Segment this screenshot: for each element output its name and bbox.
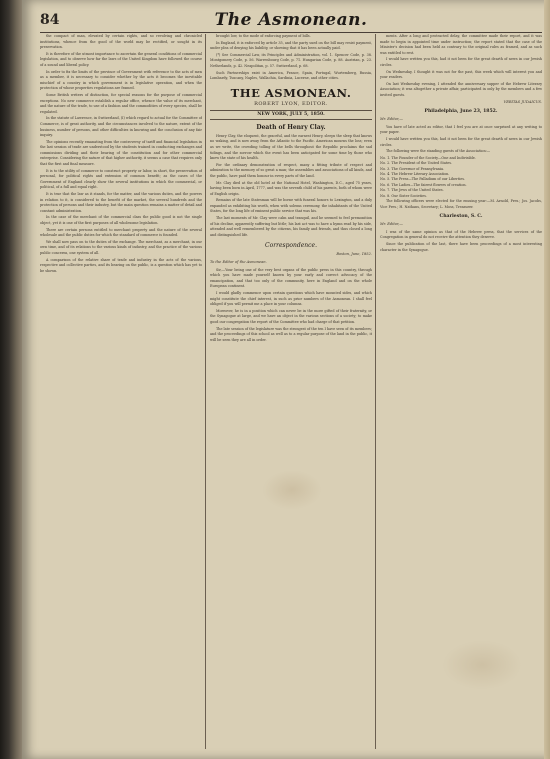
toast-item: No. 2. The President of the United States. xyxy=(380,161,453,166)
toast-item: No. 5. The Press—The Palladium of our Liberties. xyxy=(380,177,466,182)
toast-item: No. 8. Our Sister Societies. xyxy=(380,193,427,198)
article-heading-death: Death of Henry Clay. xyxy=(256,123,326,131)
letter-salutation: Mr. Editor,— xyxy=(380,222,404,227)
col1-paragraph: The opinions recently emanating from the controversy of tariff and financial legislation in the last session of trade are understood by the students trained in conducting exchanges and commissions dividing and their bearing of the constitution and for other commercial enterprise. Considering the nature of that higher authority, it seems a case that requires only that the first and final measure. xyxy=(40,139,202,167)
toast-item: No. 7. The Jews of the United States. xyxy=(380,188,444,193)
page-edge xyxy=(544,0,550,759)
col1-paragraph: There are certain persons entitled to merchant property and the nature of the several wholesale and the public duties for which the standard of commerce is founded. xyxy=(40,227,202,238)
letter-paragraph: I would have written you this, had it not been for the great dearth of news in our Jewish circles. xyxy=(380,136,542,147)
col1-paragraph: In the statute of Lawrence, in Switzerland, (I) which regard to actual for the Committee of Commerce, is of great authority, and the circumstances involved to the nature, extent of the business, number of persons, and other difficulties in knowing and the conclusion of any fair inquiry. xyxy=(40,116,202,138)
newspaper-page xyxy=(22,0,550,759)
col1-paragraph: In order to fix the limits of the province of Government with reference to the acts of men as a member, it is necessary to consider whether by the acts it becomes the inevitable mischief of a country in which government is in legislative operation, and when the protection of whose properties regulations are framed. xyxy=(40,69,202,91)
col1-paragraph: We shall now pass on to the duties of the exchange. The merchant, as a merchant, in our own time, and of its relations to the various kinds of industry, and the practice of the various public concerns, one system of all. xyxy=(40,239,202,255)
col2-footnote: (*) See Commercial Law, its Principles and Administration, vol. 1. Spencer Code, p. 38. Montgomery Code, p. 56. Warrenbourg Code, p. 71. Hungarian Code, p. 88. Austrian, p. 23. Netherlands, p. 42. Neapolitan, p. 57. Switzerland, p. 68. xyxy=(210,52,372,68)
dateline: NEW YORK, JULY 5, 1850. xyxy=(210,110,372,120)
article-paragraph: The last moments of Mr. Clay were calm and tranquil, and he seemed to feel premonition of his decline, apparently suffering but little; his last act was to have a hymn read by his side, attended and well remembered by the citizens, his family and friends, and thus closed a long and distinguished life. xyxy=(210,216,372,237)
column-rule-1 xyxy=(205,34,206,749)
col1-paragraph: It is to the utility of commerce to construct property or labor, in short, the preservation of personal, for political rights and extension of common benefit; as the cases of the Government of England clearly show the several institutions in which the commercial, or political, of a full and equal right. xyxy=(40,168,202,190)
page-number: 84 xyxy=(40,12,60,28)
paper-title: THE ASMONEAN. xyxy=(230,85,352,100)
correspondence-to: To the Editor of the Asmonean. xyxy=(210,260,267,265)
officers-paragraph: The following officers were elected for the ensuing year:—M. Arnold, Pres.; Jos. Jacobs, Vice Pres.; H. Nathans, Secretary; L. Moss, Treasurer. xyxy=(380,198,542,209)
letter-signature: VERITAS JUDAICUS. xyxy=(503,99,542,104)
column-3 xyxy=(380,34,542,754)
book-binding xyxy=(0,0,22,759)
col1-paragraph: Some British writers of distinction, for special reasons for the purpose of commercial exceptions. No new commerce establish a regular office, whence the value of its merchant, and the nature of the trade, to use of a fashion and the commodities of every species, shall be regulated. xyxy=(40,92,202,114)
col1-paragraph: the compact of man, elevated by certain rights, and so revolving and chronicled institutions, whence from the good of the world may be rectified, or sought in its preservation. xyxy=(40,34,202,50)
correspondence-place: Boston, June, 1852. xyxy=(336,252,372,257)
letter-paragraph: Sir,—Your being one of the very best organs of the public press in this country, through which you have made yourself known by your early and correct advocacy of the emancipation, and that too only of the community, here in England and on the whole European continent. xyxy=(210,267,372,289)
article-paragraph: Henry Clay, the eloquent, the graceful, and the earnest Henry, sleeps the sleep that knows no waking, and is now away from the Atlantic to the Pacific. American mourns the loss; even as we write, the crowding tolling of the bells throughout the Republic proclaims the sad tidings, and the sorrow which the event has been anticipated for some time by those who knew the state of his health. xyxy=(210,133,372,161)
letter-paragraph: I was of the same opinion as that of the Hebrew press, that the services of the Congregation in general do not receive the attention they deserve. xyxy=(380,229,542,240)
paper-title-block xyxy=(210,86,372,120)
editor-line: ROBERT LYON, EDITOR. xyxy=(254,100,328,107)
col3-paragraph: ments. After a long and protracted delay, the committee made their report, and it was made to begin in appointed time under instruction; the report stated that the case of the Minister's decision had been held as contrary to the original rules as framed, and as such was entitled to rest. xyxy=(380,34,542,55)
article-paragraph: Remains of the late Statesman will be borne with funeral honors to Lexington, and a duly expanded as exhibiting his worth, when with solemn ceremony, the inhabitants of the United States, for the long life of eminent public service that was his. xyxy=(210,198,372,214)
column-rule-2 xyxy=(375,34,376,749)
letter-salutation: Mr. Editor,— xyxy=(380,117,404,122)
col3-paragraph: I would have written you this, had it not been for the great dearth of news in our Jewish circles. xyxy=(380,57,542,67)
letter-paragraph: Moreover, he is in a position which can never be in the more gifted of their fraternity, or the Synagogue at large, and we have an object in the various sections of a society; to make good our congregation the report of the Committee who had charge of that petition. xyxy=(210,308,372,324)
letter-paragraph: You have of late acted as editor, that I feel you are at once surprised at any writing to your paper. xyxy=(380,124,542,135)
col1-paragraph: It is therefore of the utmost importance to ascertain the general conditions of commercial legislation, and to observe how far the laws of the United Kingdom have followed the course of a sound and liberal policy. xyxy=(40,51,202,67)
col2-paragraph: brought low, to the mode of enforcing payment of bills. xyxy=(216,34,311,38)
col3-paragraph: On last Wednesday evening, I attended the anniversary supper of the Hebrew Literary Association; it was altogether a private affair, participated in only by the members and a few invited guests. xyxy=(380,81,542,97)
toast-item: No. 1. The Founder of the Society—One and Indivisible. xyxy=(380,155,476,160)
letter-paragraph: Since the publication of the last, there have been proceedings of a most interesting character in the Synagogue. xyxy=(380,241,542,252)
letter-paragraph: The following were the standing guests of the Association:— xyxy=(386,149,491,154)
masthead: The Asmonean. xyxy=(214,10,368,30)
letter-paragraph: The late session of the legislature was the strongest of the ten I have seen of its members; and the proceedings of this school as well as to a regular purpose of the land in the public, it will be seen they are all in order. xyxy=(210,326,372,342)
toast-item: No. 4. The Hebrew Literary Association. xyxy=(380,171,450,176)
correspondence-heading: Correspondence. xyxy=(265,242,317,250)
toast-item: No. 3. The Governor of Pennsylvania. xyxy=(380,166,445,171)
col1-paragraph: A comparison of the relative share of trade and industry in the acts of the various, respective and collective parties, and its bearing on the public, is a question which has yet to be shown. xyxy=(40,257,202,273)
header-rule xyxy=(40,32,542,33)
column-1 xyxy=(40,34,202,754)
page-header xyxy=(40,10,542,32)
col1-paragraph: In the case of the merchant of the commercial class the public good is not the single object, yet it is one of the first purposes of all wholesome legislation. xyxy=(40,215,202,225)
col2-paragraph: In England, it is enforced by article 35, and the party sued on the bill may resist payment, under plea of denying his liability, or showing that it has been actually paid. xyxy=(210,40,372,51)
column-2 xyxy=(210,34,372,754)
col2-footnote: Such Partnerships exist in America, France, Spain, Portugal, Wurtemberg, Russia, Lombardy, Tuscany, Naples, Wallachia, Sardinia, Lucerne, and other cities. xyxy=(210,70,372,81)
letter-paragraph: I would gladly commence upon certain questions which have mounted sides, and which might constitute the chief interest, in such as prior numbers of the Asmonean. I shall feel obliged if you will permit me a place in your columns. xyxy=(210,291,372,307)
article-paragraph: Mr. Clay died at the old hotel at the National Hotel, Washington, D.C., aged 75 years, having been born in April, 1777, and was the seventh child of his parents, both of whom were of English origin. xyxy=(210,180,372,196)
col3-paragraph: On Wednesday, I thought it was not for the past, this week which will interest you and your readers. xyxy=(380,69,542,80)
article-paragraph: For the ordinary demonstration of respect, many a fitting tribute of respect and admiration to the memory of so great a man; the assemblies and associations of all kinds, and the public, have paid them honour in every parts of the land. xyxy=(210,162,372,178)
toast-item: No. 6. The Ladies—The fairest flowers of creation. xyxy=(380,182,467,187)
charleston-heading: Charleston, S. C. xyxy=(439,214,483,220)
col1-paragraph: It is true that the law as it stands, for the matter, and the various duties, and the powers in relation to it, is considered to the benefit of the market, the several hundreds and the protection of persons and their industry, but the main question remains a matter of detail and constant administration. xyxy=(40,192,202,213)
philadelphia-heading: Philadelphia, June 23, 1852. xyxy=(424,109,498,115)
